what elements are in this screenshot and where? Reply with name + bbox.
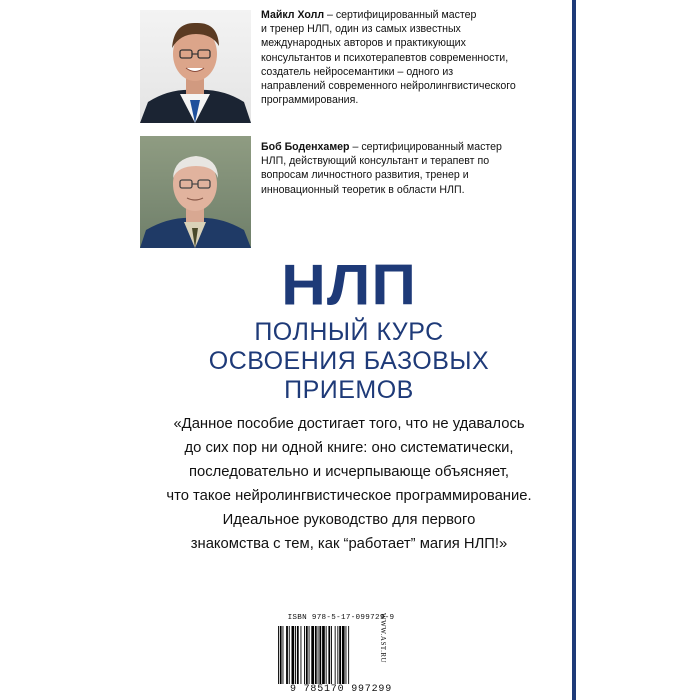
- author-name: Майкл Холл: [261, 9, 325, 21]
- subtitle-line: ПРИЕМОВ: [284, 376, 414, 404]
- bio-line: – сертифицированный мастер: [352, 141, 502, 153]
- author-name: Боб Боденхамер: [261, 141, 350, 153]
- blurb-quote: [126, 412, 572, 556]
- quote-line: до сих пор ни одной книге: оно систематически,: [184, 440, 514, 456]
- barcode: [276, 626, 376, 684]
- quote-line: «Данное пособие достигает того, что не удавалось: [173, 416, 525, 432]
- bio-line: НЛП, действующий консультант и терапевт по: [261, 155, 490, 168]
- quote-line: последовательно и исчерпывающе объясняет,: [189, 464, 509, 480]
- barcode-number: 9 785170 997299: [289, 684, 392, 695]
- publisher-website: WWW.AST.RU: [379, 613, 387, 664]
- book-back-cover: [126, 0, 572, 700]
- author-photo-hall: [140, 10, 251, 123]
- subtitle-line: ПОЛНЫЙ КУРС: [254, 318, 444, 346]
- book-subtitle: [126, 318, 572, 405]
- quote-line: что такое нейролингвистическое программирование.: [166, 488, 532, 504]
- bio-line: инновационный теоретик в области НЛП.: [261, 183, 465, 196]
- subtitle-line: ОСВОЕНИЯ БАЗОВЫХ: [208, 347, 490, 375]
- isbn-label: ISBN 978-5-17-099729-9: [287, 614, 395, 622]
- author-bio-hall: [261, 8, 566, 107]
- bio-line: вопросам личностного развития, тренер и: [261, 169, 469, 182]
- author-photo-bodenhamer: [140, 136, 251, 248]
- bio-line: международных авторов и практикующих: [261, 37, 466, 50]
- author-bio-bodenhamer: [261, 140, 566, 197]
- bio-line: создатель нейросемантики – одного из: [261, 65, 454, 78]
- quote-line: знакомства с тем, как “работает” магия НЛП!»: [190, 536, 508, 552]
- spine-edge: [572, 0, 576, 700]
- bio-line: консультантов и психотерапевтов современности,: [261, 51, 509, 64]
- book-title: НЛП: [281, 253, 417, 318]
- bio-line: и тренер НЛП, один из самых известных: [261, 23, 461, 36]
- quote-line: Идеальное руководство для первого: [222, 512, 476, 528]
- bio-line: – сертифицированный мастер: [327, 9, 477, 21]
- bio-line: программирования.: [261, 94, 359, 107]
- bio-line: направлений современного нейролингвистического: [261, 80, 516, 93]
